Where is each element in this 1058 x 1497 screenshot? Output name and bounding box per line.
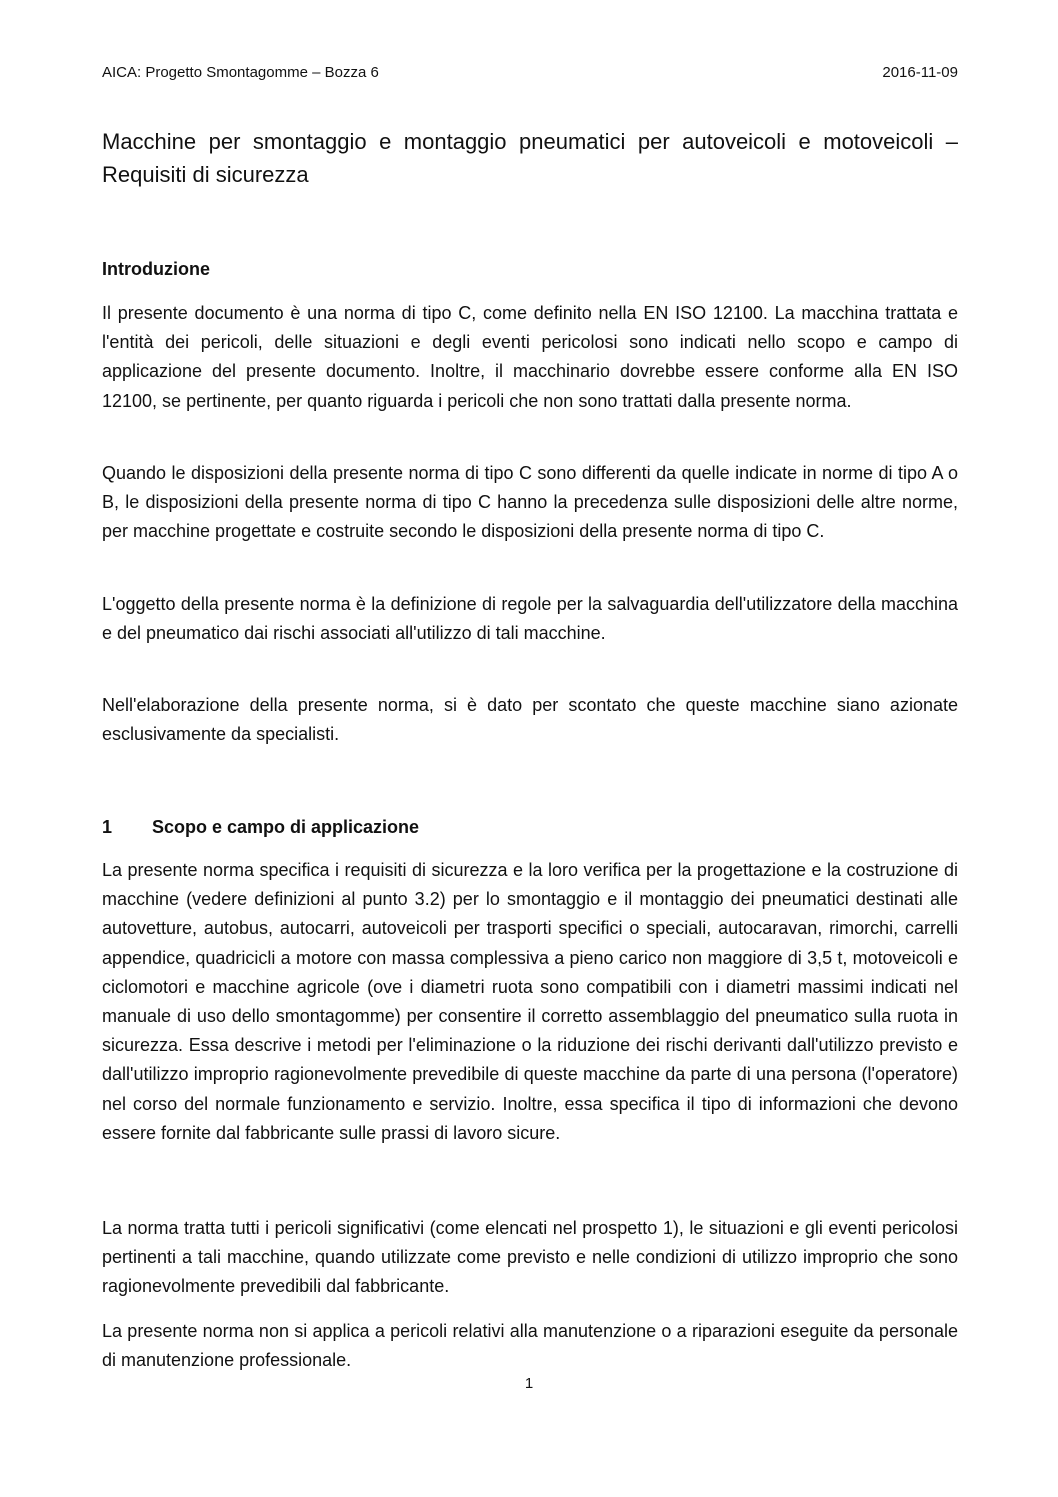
document-title: Macchine per smontaggio e montaggio pneumatici per autoveicoli e motoveicoli – Requisiti di sicurezza — [102, 129, 958, 187]
section-1-heading — [102, 817, 419, 838]
intro-paragraph-3: L'oggetto della presente norma è la definizione di regole per la salvaguardia dell'utilizzatore della macchina e del pneumatico dai rischi associati all'utilizzo di tali macchine. — [102, 594, 958, 644]
page-header — [102, 64, 958, 81]
section-1-paragraph-1: La presente norma specifica i requisiti di sicurezza e la loro verifica per la progettazione e la costruzione di macchine (vedere definizioni al punto 3.2) per lo smontaggio e il montaggio dei pneumatici destinati alle autovetture, autobus, autocarri, autoveicoli per trasporti specifici o speciali, autocaravan, rimorchi, carrelli appendice, quadricicli a motore con massa complessiva a pieno carico non maggiore di 3,5 t, motoveicoli e ciclomotori e macchine agricole (ove i diametri ruota sono compatibili con i diametri massimi indicati nel manuale di uso dello smontagomme) per consentire il corretto assemblaggio del pneumatico sulla ruota in sicurezza. Essa descrive i metodi per l'eliminazione o la riduzione dei rischi derivanti dall'utilizzo previsto e dall'utilizzo improprio ragionevolmente prevedibile di queste macchine da parte di una persona (l'operatore) nel corso del normale funzionamento e servizio. Inoltre, essa specifica il tipo di informazioni che devono essere fornite dal fabbricante sulle prassi di lavoro sicure. — [102, 860, 958, 1143]
intro-paragraph-2: Quando le disposizioni della presente norma di tipo C sono differenti da quelle indicate in norme di tipo A o B, le disposizioni della presente norma di tipo C hanno la precedenza sulle disposizioni delle altre norme, per macchine progettate e costruite secondo le disposizioni della presente norma di tipo C. — [102, 463, 958, 542]
header-project-label: AICA: Progetto Smontagomme – Bozza 6 — [102, 64, 379, 81]
header-date: 2016-11-09 — [882, 64, 958, 81]
section-1-paragraph-2: La norma tratta tutti i pericoli significativi (come elencati nel prospetto 1), le situazioni e gli eventi pericolosi pertinenti a tali macchine, quando utilizzate come previsto e nelle condizioni di utilizzo improprio che sono ragionevolmente prevedibili dal fabbricante. — [102, 1218, 958, 1297]
page-number: 1 — [524, 1375, 534, 1392]
section-1-paragraph-3: La presente norma non si applica a pericoli relativi alla manutenzione o a riparazioni eseguite da personale di manutenzione professionale. — [102, 1321, 958, 1371]
intro-paragraph-4: Nell'elaborazione della presente norma, si è dato per scontato che queste macchine siano azionate esclusivamente da specialisti. — [102, 695, 958, 745]
section-1-number: 1 — [102, 817, 113, 837]
section-1-title: Scopo e campo di applicazione — [152, 817, 420, 837]
intro-heading: Introduzione — [102, 259, 210, 279]
intro-paragraph-1: Il presente documento è una norma di tipo C, come definito nella EN ISO 12100. La macchina trattata e l'entità dei pericoli, delle situazioni e degli eventi pericolosi sono indicati nello scopo e campo di applicazione del presente documento. Inoltre, il macchinario dovrebbe essere conforme alla EN ISO 12100, se pertinente, per quanto riguarda i pericoli che non sono trattati dalla presente norma. — [102, 303, 958, 411]
